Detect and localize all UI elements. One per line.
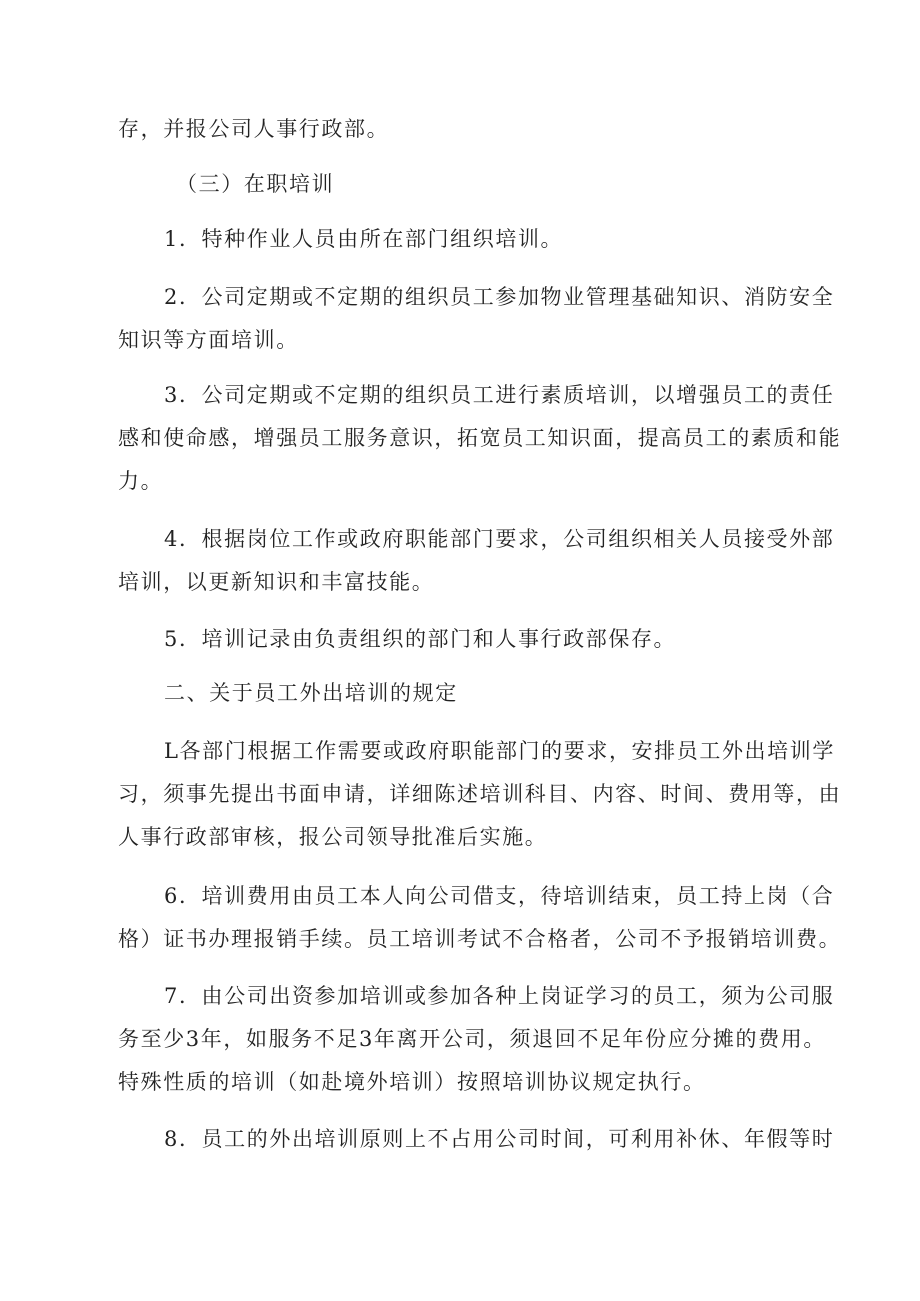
- text-line: 习，须事先提出书面申请，详细陈述培训科目、内容、时间、费用等，由: [118, 782, 842, 806]
- text-line: 8．员工的外出培训原则上不占用公司时间，可利用补休、年假等时: [164, 1127, 835, 1151]
- text-line: 6．培训费用由员工本人向公司借支，待培训结束，员工持上岗（合: [164, 884, 835, 908]
- paragraph-continuation: [118, 108, 818, 151]
- text-line: 1．特种作业人员由所在部门组织培训。: [164, 227, 564, 251]
- text-line: 人事行政部审核，报公司领导批准后实施。: [118, 825, 548, 849]
- text-line: 7．由公司出资参加培训或参加各种上岗证学习的员工，须为公司服: [164, 984, 835, 1008]
- paragraph-item-3: [118, 374, 842, 503]
- paragraph-item-l: [118, 730, 842, 859]
- text-line: 培训，以更新知识和丰富技能。: [118, 570, 435, 594]
- paragraph-item-6: [118, 875, 842, 961]
- paragraph-item-5: [118, 618, 864, 661]
- text-line: 力。: [118, 469, 164, 493]
- text-line: （三）在职培训: [176, 172, 335, 196]
- text-line: 感和使命感，增强员工服务意识，拓宽员工知识面，提高员工的素质和能: [118, 426, 842, 450]
- text-line: 5．培训记录由负责组织的部门和人事行政部保存。: [164, 627, 677, 651]
- text-line: 3．公司定期或不定期的组织员工进行素质培训，以增强员工的责任: [164, 383, 835, 407]
- text-line: L各部门根据工作需要或政府职能部门的要求，安排员工外出培训学: [164, 739, 835, 763]
- paragraph-item-2: [118, 276, 835, 362]
- text-line: 2．公司定期或不定期的组织员工参加物业管理基础知识、消防安全: [164, 285, 835, 309]
- text-line: 格）证书办理报销手续。员工培训考试不合格者，公司不予报销培训费。: [118, 927, 842, 951]
- paragraph-item-1: [118, 218, 864, 261]
- text-line: 特殊性质的培训（如赴境外培训）按照培训协议规定执行。: [118, 1070, 706, 1094]
- text-line: 存，并报公司人事行政部。: [118, 117, 390, 141]
- section-heading-external-training: [118, 672, 864, 715]
- text-line: 二、关于员工外出培训的规定: [164, 681, 458, 705]
- text-line: 务至少3年，如服务不足3年离开公司，须退回不足年份应分摊的费用。: [118, 1027, 826, 1051]
- paragraph-item-4: [118, 518, 835, 604]
- text-line: 知识等方面培训。: [118, 328, 299, 352]
- paragraph-item-8: [118, 1118, 864, 1161]
- section-heading-on-the-job-training: [118, 163, 876, 206]
- paragraph-item-7: [118, 975, 835, 1104]
- text-line: 4．根据岗位工作或政府职能部门要求，公司组织相关人员接受外部: [164, 527, 835, 551]
